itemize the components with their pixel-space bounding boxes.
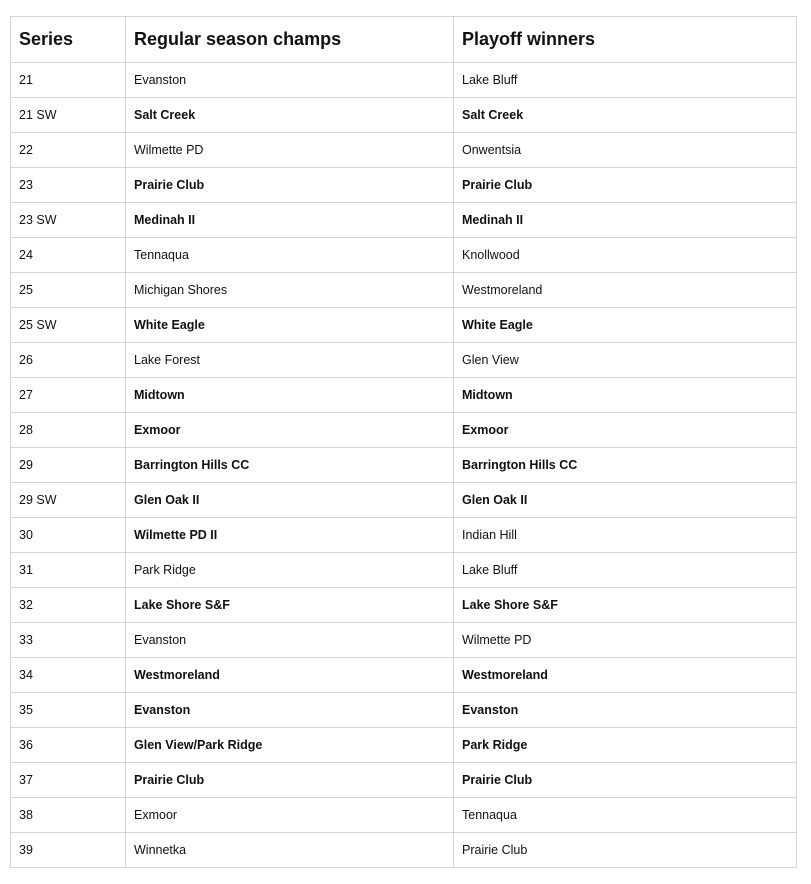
table-row: [11, 378, 797, 413]
playoff-winner-cell: Prairie Club: [454, 168, 797, 203]
regular-season-champ-cell: Lake Forest: [126, 343, 454, 378]
regular-season-champ-cell: Exmoor: [126, 798, 454, 833]
regular-season-champ-cell: Wilmette PD: [126, 133, 454, 168]
playoff-winner-cell: Westmoreland: [454, 273, 797, 308]
series-cell: 38: [11, 798, 126, 833]
series-cell: 32: [11, 588, 126, 623]
header-series: Series: [11, 17, 126, 63]
regular-season-champ-cell: Winnetka: [126, 833, 454, 868]
series-cell: 25: [11, 273, 126, 308]
playoff-winner-cell: White Eagle: [454, 308, 797, 343]
regular-season-champ-cell: Evanston: [126, 623, 454, 658]
table-row: [11, 203, 797, 238]
table-row: [11, 728, 797, 763]
playoff-winner-cell: Exmoor: [454, 413, 797, 448]
table-row: [11, 448, 797, 483]
regular-season-champ-cell: Medinah II: [126, 203, 454, 238]
series-cell: 39: [11, 833, 126, 868]
playoff-winner-cell: Knollwood: [454, 238, 797, 273]
playoff-winner-cell: Lake Bluff: [454, 63, 797, 98]
playoff-winner-cell: Medinah II: [454, 203, 797, 238]
series-cell: 28: [11, 413, 126, 448]
series-cell: 23: [11, 168, 126, 203]
table-row: [11, 833, 797, 868]
series-cell: 36: [11, 728, 126, 763]
series-cell: 21 SW: [11, 98, 126, 133]
series-cell: 29: [11, 448, 126, 483]
table-row: [11, 98, 797, 133]
table-row: [11, 518, 797, 553]
table-row: [11, 693, 797, 728]
regular-season-champ-cell: Prairie Club: [126, 763, 454, 798]
table-row: [11, 168, 797, 203]
series-cell: 33: [11, 623, 126, 658]
regular-season-champ-cell: Park Ridge: [126, 553, 454, 588]
champions-table: [10, 16, 797, 868]
playoff-winner-cell: Lake Shore S&F: [454, 588, 797, 623]
series-cell: 31: [11, 553, 126, 588]
header-regular-season-champs: Regular season champs: [126, 17, 454, 63]
table-row: [11, 763, 797, 798]
regular-season-champ-cell: Westmoreland: [126, 658, 454, 693]
table-row: [11, 413, 797, 448]
regular-season-champ-cell: Prairie Club: [126, 168, 454, 203]
series-cell: 22: [11, 133, 126, 168]
regular-season-champ-cell: Tennaqua: [126, 238, 454, 273]
playoff-winner-cell: Tennaqua: [454, 798, 797, 833]
regular-season-champ-cell: Lake Shore S&F: [126, 588, 454, 623]
regular-season-champ-cell: Glen View/Park Ridge: [126, 728, 454, 763]
table-row: [11, 238, 797, 273]
series-cell: 29 SW: [11, 483, 126, 518]
table-row: [11, 273, 797, 308]
table-row: [11, 133, 797, 168]
playoff-winner-cell: Midtown: [454, 378, 797, 413]
table-row: [11, 308, 797, 343]
table-row: [11, 798, 797, 833]
regular-season-champ-cell: White Eagle: [126, 308, 454, 343]
series-cell: 24: [11, 238, 126, 273]
table-row: [11, 658, 797, 693]
table-row: [11, 343, 797, 378]
playoff-winner-cell: Park Ridge: [454, 728, 797, 763]
table-row: [11, 553, 797, 588]
playoff-winner-cell: Glen Oak II: [454, 483, 797, 518]
series-cell: 30: [11, 518, 126, 553]
regular-season-champ-cell: Midtown: [126, 378, 454, 413]
header-row: [11, 17, 797, 63]
header-playoff-winners: Playoff winners: [454, 17, 797, 63]
series-cell: 34: [11, 658, 126, 693]
playoff-winner-cell: Prairie Club: [454, 833, 797, 868]
series-cell: 21: [11, 63, 126, 98]
playoff-winner-cell: Prairie Club: [454, 763, 797, 798]
playoff-winner-cell: Salt Creek: [454, 98, 797, 133]
regular-season-champ-cell: Michigan Shores: [126, 273, 454, 308]
playoff-winner-cell: Glen View: [454, 343, 797, 378]
regular-season-champ-cell: Wilmette PD II: [126, 518, 454, 553]
series-cell: 26: [11, 343, 126, 378]
regular-season-champ-cell: Salt Creek: [126, 98, 454, 133]
series-cell: 37: [11, 763, 126, 798]
series-cell: 27: [11, 378, 126, 413]
series-cell: 25 SW: [11, 308, 126, 343]
regular-season-champ-cell: Glen Oak II: [126, 483, 454, 518]
series-cell: 35: [11, 693, 126, 728]
playoff-winner-cell: Wilmette PD: [454, 623, 797, 658]
playoff-winner-cell: Barrington Hills CC: [454, 448, 797, 483]
table-row: [11, 63, 797, 98]
regular-season-champ-cell: Barrington Hills CC: [126, 448, 454, 483]
table-row: [11, 588, 797, 623]
playoff-winner-cell: Lake Bluff: [454, 553, 797, 588]
series-cell: 23 SW: [11, 203, 126, 238]
playoff-winner-cell: Westmoreland: [454, 658, 797, 693]
playoff-winner-cell: Onwentsia: [454, 133, 797, 168]
playoff-winner-cell: Evanston: [454, 693, 797, 728]
champions-table-container: [10, 16, 797, 868]
table-row: [11, 483, 797, 518]
regular-season-champ-cell: Exmoor: [126, 413, 454, 448]
playoff-winner-cell: Indian Hill: [454, 518, 797, 553]
table-body: [11, 63, 797, 868]
table-row: [11, 623, 797, 658]
regular-season-champ-cell: Evanston: [126, 63, 454, 98]
regular-season-champ-cell: Evanston: [126, 693, 454, 728]
